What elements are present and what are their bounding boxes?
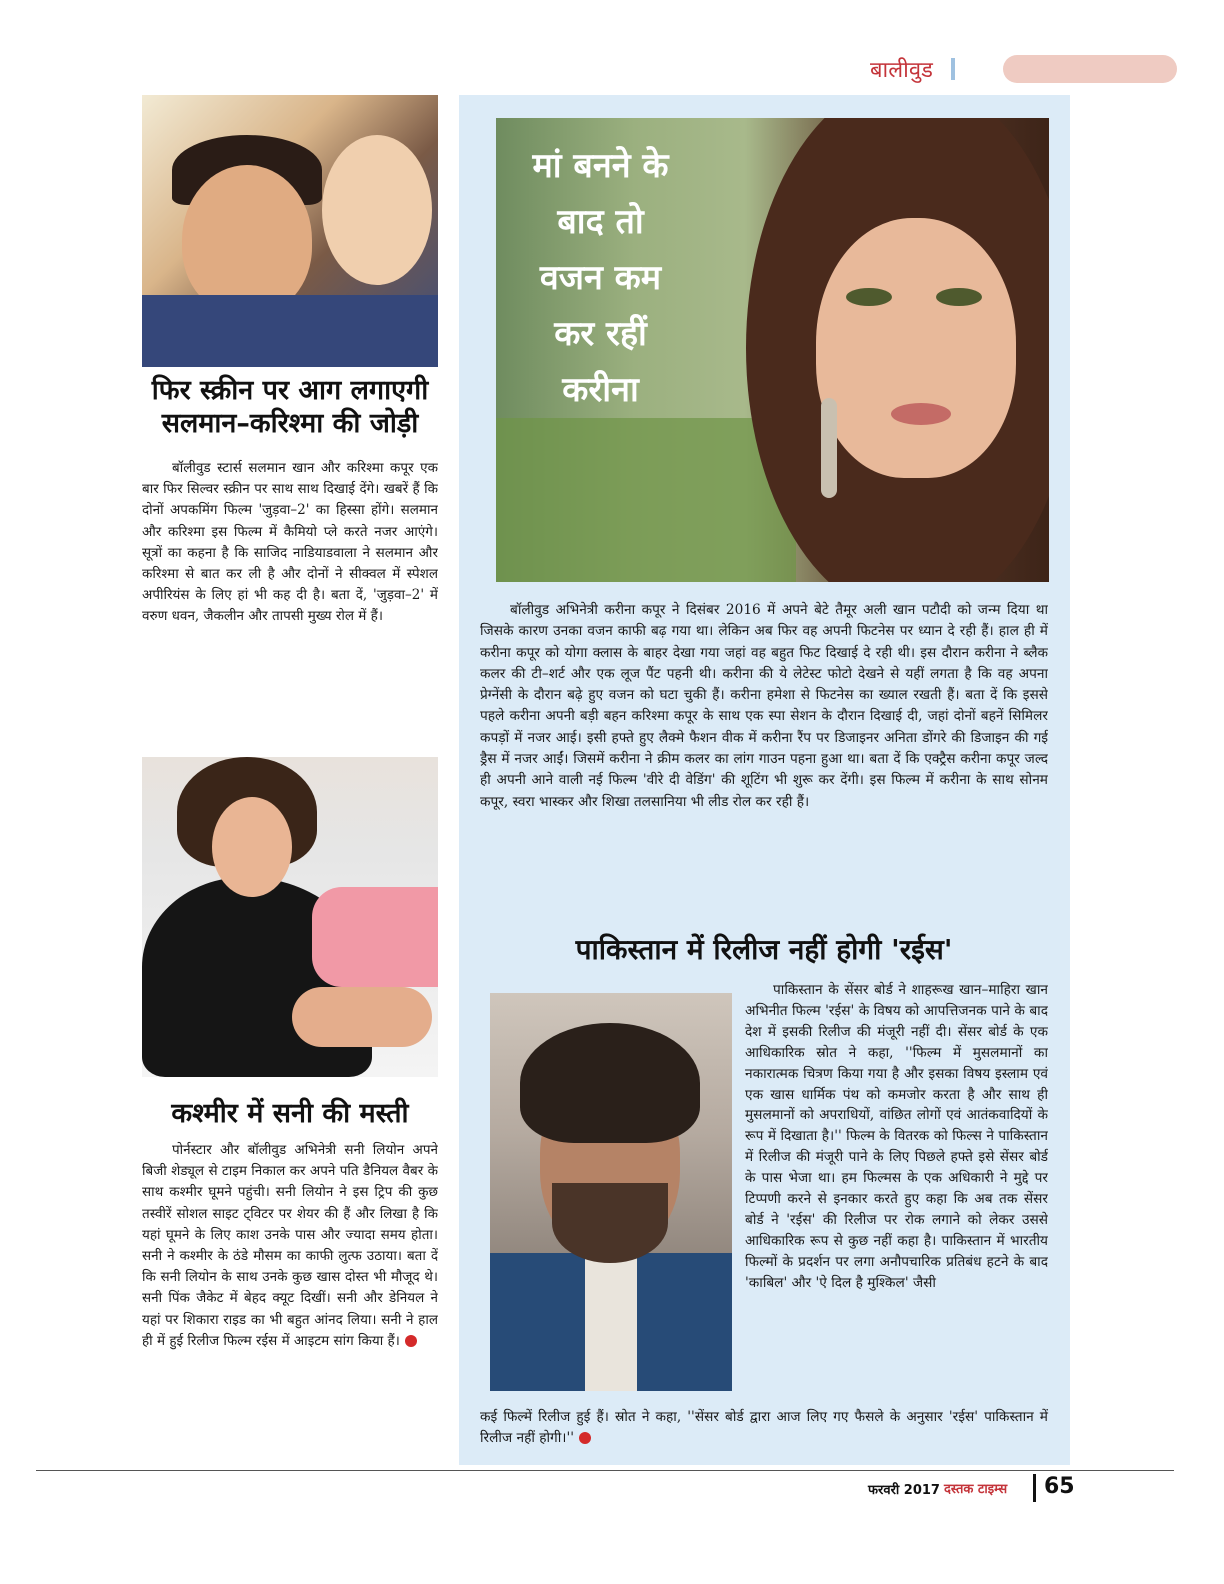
- kareena-headline-line: मां बनने के: [532, 146, 669, 186]
- end-of-story-dot-icon: [405, 1335, 417, 1347]
- kareena-headline-line: वजन कम: [539, 258, 662, 298]
- section-label: बालीवुड: [870, 58, 933, 83]
- sunny-body-text: पोर्नस्टार और बॉलीवुड अभिनेत्री सनी लियोन अपने बिजी शेड्यूल से टाइम निकाल कर अपने पति डैनियल वैबर के साथ कश्मीर घूमने पहुंची। सनी लियोन ने इस ट्रिप की कुछ तस्वीरें सोशल साइट ट्विटर पर शेयर की हैं और लिखा है कि यहां घूमने के लिए काश उनके पास और ज्यादा समय होता। सनी ने कश्मीर के ठंडे मौसम का काफी लुत्फ उठाया। बता दें कि सनी लियोन के साथ उनके कुछ खास दोस्त भी मौजूद थे। सनी पिंक जैकेट में बेहद क्यूट दिखीं। सनी और डेनियल ने यहां पर शिकारा राइड का भी बहुत आंनद लिया। सनी ने हाल ही में हुई रिलीज फिल्म रईस में आइटम सांग किया हैं।: [142, 1142, 438, 1349]
- photo-shape: [496, 418, 796, 582]
- issue-date: फरवरी 2017: [868, 1483, 940, 1498]
- raees-body-end: [480, 1407, 1048, 1451]
- kareena-headline-line: करीना: [562, 370, 639, 410]
- section-divider: [951, 58, 955, 80]
- salman-headline-line1: फिर स्क्रीन पर आग लगाएगी: [151, 375, 429, 406]
- raees-headline: पाकिस्तान में रिलीज नहीं होगी 'रईस': [575, 933, 953, 966]
- photo-shape: [585, 1253, 637, 1391]
- photo-shape: [816, 218, 1016, 478]
- kareena-headline-line: बाद तो: [557, 202, 644, 242]
- photo-shape: [312, 887, 438, 987]
- salman-karisma-photo: [142, 95, 438, 367]
- photo-shape: [821, 398, 837, 498]
- photo-shape: [846, 288, 892, 306]
- kareena-body: बॉलीवुड अभिनेत्री करीना कपूर ने दिसंबर 2016 में अपने बेटे तैमूर अली खान पटौदी को जन्म दिया था जिसके कारण उनका वजन काफी बढ़ गया था। लेकिन अब फिर वह अपनी फिटनेस पर ध्यान दे रही हैं। हाल ही में करीना कपूर को योगा क्लास के बाहर देखा गया जहां वह बहुत फिट दिखाई दे रही थी। इस दौरान करीना ने ब्लैक कलर की टी–शर्ट और एक लूज पैंट पहनी थी। करीना की ये लेटेस्ट फोटो देखने से यहीं लगता है कि वह अपना प्रेग्नेंसी के दौरान बढ़े हुए वजन को घटा चुकी हैं। करीना हमेशा से फिटनेस का ख्याल रखती हैं। बता दें कि इससे पहले करीना अपनी बड़ी बहन करिश्मा कपूर के साथ एक स्पा सेशन के दौरान दिखाई दी, जहां दोनों बहनें सिमिलर कपड़ों में नजर आई। इसी हफ्ते हुए लैक्मे फैशन वीक में करीना रैंप पर डिजाइनर अनिता डोंगरे की डिजाइन की गई ड्रैस में नजर आईं। जिसमें करीना ने क्रीम कलर का लांग गाउन पहना हुआ था। बता दें कि एक्ट्रैस करीना कपूर जल्द ही अपनी आने वाली नई फिल्म 'वीरे दी वेडिंग' की शूटिंग भी शुरू कर देंगी। इस फिल्म में करीना के साथ सोनम कपूर, स्वरा भास्कर और शिखा तलसानिया भी लीड रोल कर रही हैं।: [480, 602, 1048, 810]
- end-of-story-dot-icon: [579, 1432, 591, 1444]
- photo-shape: [936, 288, 982, 306]
- footer-rule: [36, 1470, 1174, 1471]
- photo-shape: [891, 403, 951, 425]
- photo-shape: [520, 1023, 700, 1143]
- salman-headline-line2: सलमान–करिश्मा की जोड़ी: [161, 407, 419, 439]
- photo-shape: [182, 165, 312, 315]
- raees-body: पाकिस्तान के सेंसर बोर्ड ने शाहरूख खान–माहिरा खान अभिनीत फिल्म 'रईस' के विषय को आपत्तिजनक पाने के बाद देश में इसकी रिलीज की मंजूरी नहीं दी। सेंसर बोर्ड के एक आधिकारिक स्रोत ने कहा, ''फिल्म में मुसलमानों का नकारात्मक चित्रण किया गया है और इसका विषय इस्लाम एवं एक खास धार्मिक पंथ को कमजोर करता है और साथ ही मुसलमानों को अपराधियों, वांछित लोगों एवं आतंकवादियों के रूप में दिखाता है।'' फिल्म के वितरक को फिल्स ने पाकिस्तान में रिलीज की मंजूरी पाने के लिए पिछले हफ्ते इसे सेंसर बोर्ड के पास भेजा था। हम फिल्मस के एक अधिकारी ने मुद्दे पर टिप्पणी करने से इनकार करते हुए कहा कि अब तक सेंसर बोर्ड ने 'रईस' की रिलीज पर रोक लगाने को लेकर उससे आधिकारिक रूप से कुछ नहीं कहा है। पाकिस्तान में भारतीय फिल्मों के प्रदर्शन पर लगा अनौपचारिक प्रतिबंध हटने के बाद 'काबिल' और 'ऐ दिल है मुश्किल' जैसी: [745, 982, 1048, 1291]
- photo-shape: [142, 295, 438, 367]
- magazine-logo: दस्तक टाइम्स: [944, 1482, 1008, 1497]
- page-number: 65: [1044, 1474, 1075, 1499]
- sunny-leone-photo: [142, 757, 438, 1077]
- kareena-headline-line: कर रहीं: [554, 314, 647, 354]
- photo-shape: [292, 987, 432, 1047]
- salman-headline: [142, 375, 438, 441]
- sunny-body: [142, 1140, 438, 1456]
- sunny-headline: कश्मीर में सनी की मस्ती: [171, 1098, 409, 1129]
- shahrukh-photo: [490, 993, 732, 1391]
- kareena-headline: [508, 138, 693, 418]
- section-tab-decoration: [1003, 55, 1177, 83]
- photo-shape: [322, 135, 432, 285]
- photo-shape: [552, 1183, 668, 1263]
- raees-body-end-text: कई फिल्में रिलीज हुई हैं। स्रोत ने कहा, ''सेंसर बोर्ड द्वारा आज लिए गए फैसले के अनुसार 'रईस' पाकिस्तान में रिलीज नहीं होगी।'': [480, 1409, 1048, 1446]
- salman-body: बॉलीवुड स्टार्स सलमान खान और करिश्मा कपूर एक बार फिर सिल्वर स्क्रीन पर साथ साथ दिखाई देंगे। खबरें हैं कि दोनों अपकमिंग फिल्म 'जुड़वा–2' का हिस्सा होंगे। सलमान और करिश्मा इस फिल्म में कैमियो प्ले करते नजर आएंगे। सूत्रों का कहना है कि साजिद नाडियाडवाला ने सलमान और करिश्मा से बात कर ली है और दोनों ने सीक्वल में स्पेशल अपीरियंस के लिए हां भी कह दी है। बता दें, 'जुड़वा–2' में वरुण धवन, जैकलीन और तापसी मुख्य रोल में हैं।: [142, 460, 438, 625]
- photo-shape: [212, 797, 292, 897]
- footer-separator: [1033, 1474, 1036, 1502]
